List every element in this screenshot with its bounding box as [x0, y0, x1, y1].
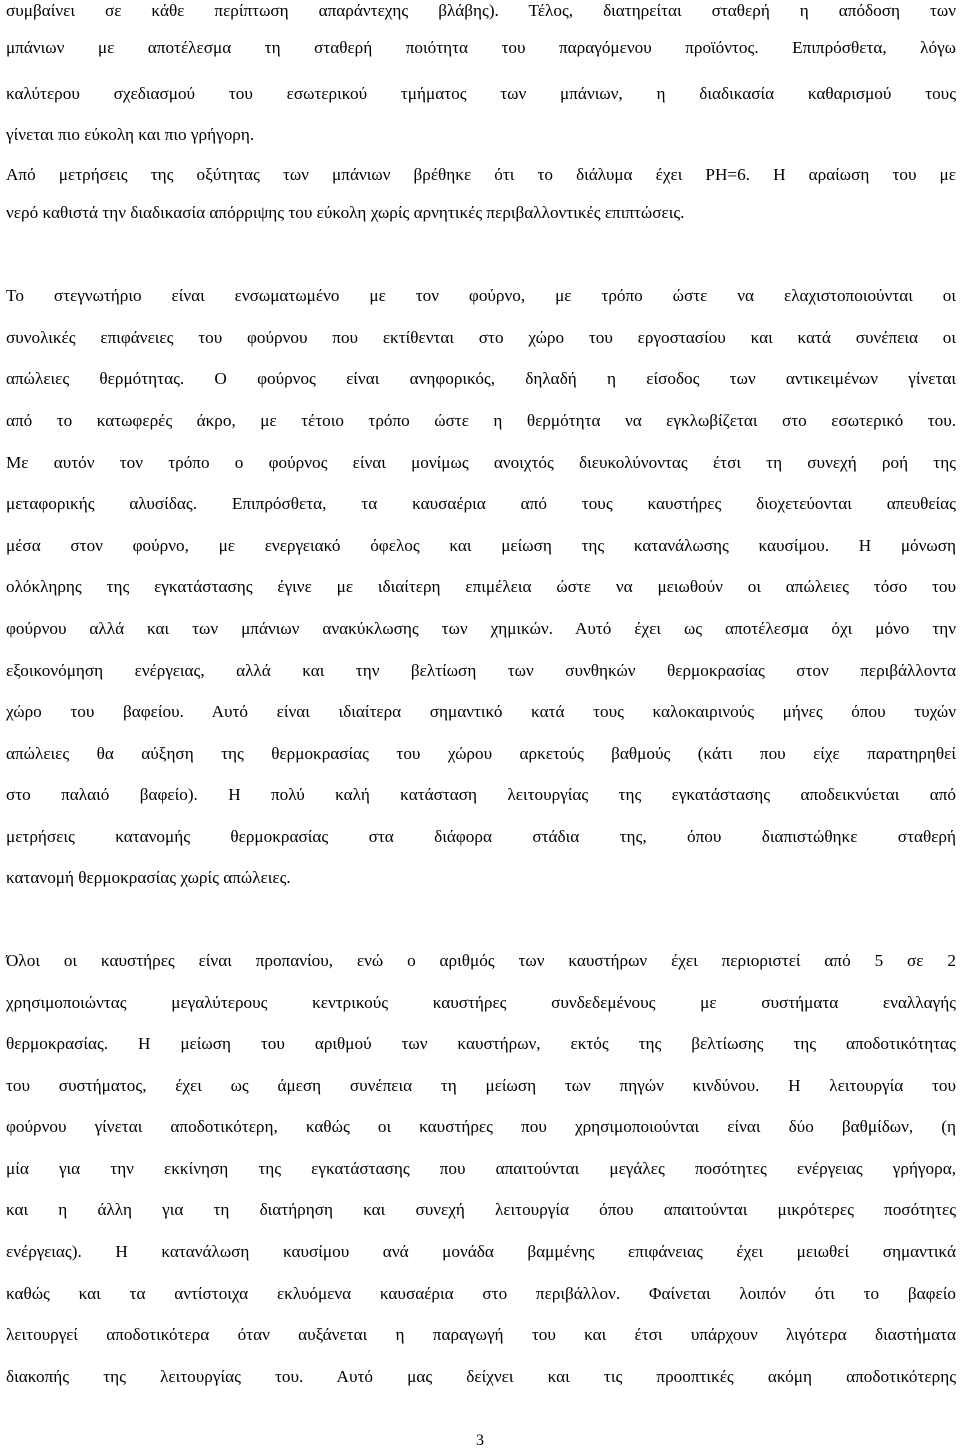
text-line: απώλειες θερμότητας. Ο φούρνος είναι ανηφορικός, δηλαδή η είσοδος των αντικειμένων γίνεται [6, 369, 956, 388]
text-line: συνολικές επιφάνειες του φούρνου που εκτίθενται στο χώρο του εργοστασίου και κατά συνέπεια οι [6, 328, 956, 347]
text-line: νερό καθιστά την διαδικασία απόρριψης του εύκολη χωρίς αρνητικές περιβαλλοντικές επιπτώσεις. [6, 203, 685, 222]
text-line: κατανομή θερμοκρασίας χωρίς απώλειες. [6, 868, 291, 887]
text-line: Όλοι οι καυστήρες είναι προπανίου, ενώ ο αριθμός των καυστήρων έχει περιοριστεί από 5 σε 2 [6, 951, 956, 970]
text-line: θερμοκρασίας. Η μείωση του αριθμού των καυστήρων, εκτός της βελτίωσης της αποδοτικότητας [6, 1034, 956, 1053]
text-line: μετρήσεις κατανομής θερμοκρασίας στα διάφορα στάδια της, όπου διαπιστώθηκε σταθερή [6, 827, 956, 846]
text-line: μέσα στον φούρνο, με ενεργειακό όφελος και μείωση της κατανάλωσης καυσίμου. Η μόνωση [6, 536, 956, 555]
text-line: Από μετρήσεις της οξύτητας των μπάνιων βρέθηκε ότι το διάλυμα έχει PH=6. Η αραίωση του με [6, 165, 956, 184]
text-line: φούρνου αλλά και των μπάνιων ανακύκλωσης των χημικών. Αυτό έχει ως αποτέλεσμα όχι μόνο την [6, 619, 956, 638]
text-line: ολόκληρης της εγκατάστασης έγινε με ιδιαίτερη επιμέλεια ώστε να μειωθούν οι απώλειες τόσο του [6, 577, 956, 596]
text-line: και η άλλη για τη διατήρηση και συνεχή λειτουργία όπου απαιτούνται μικρότερες ποσότητες [6, 1200, 956, 1219]
text-line: μία για την εκκίνηση της εγκατάστασης που απαιτούνται μεγάλες ποσότητες ενέργειας γρήγορα, [6, 1159, 956, 1178]
text-line: Το στεγνωτήριο είναι ενσωματωμένο με τον φούρνο, με τρόπο ώστε να ελαχιστοποιούνται οι [6, 286, 956, 305]
page-number: 3 [476, 1432, 484, 1449]
text-line: εξοικονόμηση ενέργειας, αλλά και την βελτίωση των συνθηκών θερμοκρασίας στον περιβάλλοντα [6, 661, 956, 680]
text-line: μπάνιων με αποτέλεσμα τη σταθερή ποιότητα του παραγόμενου προϊόντος. Επιπρόσθετα, λόγω [6, 38, 956, 57]
text-line: συμβαίνει σε κάθε περίπτωση απαράντεχης βλάβης). Τέλος, διατηρείται σταθερή η απόδοση των [6, 1, 956, 20]
text-line: γίνεται πιο εύκολη και πιο γρήγορη. [6, 125, 255, 144]
text-line: του συστήματος, έχει ως άμεση συνέπεια τη μείωση των πηγών κινδύνου. Η λειτουργία του [6, 1076, 956, 1095]
text-line: καλύτερου σχεδιασμού του εσωτερικού τμήματος των μπάνιων, η διαδικασία καθαρισμού τους [6, 84, 956, 103]
text-line: Με αυτόν τον τρόπο ο φούρνος είναι μονίμως ανοιχτός διευκολύνοντας έτσι τη συνεχή ροή της [6, 453, 956, 472]
text-line: στο παλαιό βαφείο). Η πολύ καλή κατάσταση λειτουργίας της εγκατάστασης αποδεικνύεται από [6, 785, 956, 804]
text-line: χρησιμοποιώντας μεγαλύτερους κεντρικούς καυστήρες συνδεδεμένους με συστήματα εναλλαγής [6, 993, 956, 1012]
text-line: από το κατωφερές άκρο, με τέτοιο τρόπο ώστε η θερμότητα να εγκλωβίζεται στο εσωτερικό του. [6, 411, 956, 430]
text-line: απώλειες θα αύξηση της θερμοκρασίας του χώρου αρκετούς βαθμούς (κάτι που είχε παρατηρηθεί [6, 744, 956, 763]
text-line: λειτουργεί αποδοτικότερα όταν αυξάνεται η παραγωγή του και έτσι υπάρχουν λιγότερα διαστήματα [6, 1325, 956, 1344]
text-line: μεταφορικής αλυσίδας. Επιπρόσθετα, τα καυσαέρια από τους καυστήρες διοχετεύονται απευθείας [6, 494, 956, 513]
text-line: διακοπής της λειτουργίας του. Αυτό μας δείχνει και τις προοπτικές ακόμη αποδοτικότερης [6, 1367, 956, 1386]
text-line: ενέργειας). Η κατανάλωση καυσίμου ανά μονάδα βαμμένης επιφάνειας έχει μειωθεί σημαντικά [6, 1242, 956, 1261]
text-line: φούρνου γίνεται αποδοτικότερη, καθώς οι καυστήρες που χρησιμοποιούνται είναι δύο βαθμίδων, (η [6, 1117, 956, 1136]
text-line: καθώς και τα αντίστοιχα εκλυόμενα καυσαέρια στο περιβάλλον. Φαίνεται λοιπόν ότι το βαφείο [6, 1284, 956, 1303]
text-line: χώρο του βαφείου. Αυτό είναι ιδιαίτερα σημαντικό κατά τους καλοκαιρινούς μήνες όπου τυχών [6, 702, 956, 721]
